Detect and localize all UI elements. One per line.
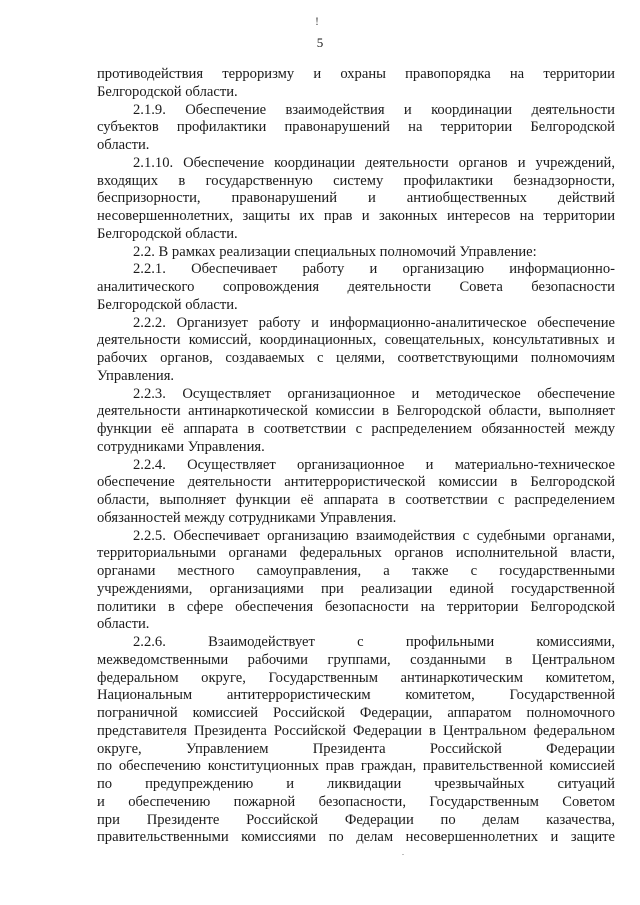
text-line: по предупреждению и ликвидации чрезвычайных ситуаций [97,776,615,792]
text-line: 2.2. В рамках реализации специальных полномочий Управление: [133,243,537,260]
text-line: противодействия терроризму и охраны правопорядка на территории [97,66,615,82]
text-line: деятельности антинаркотической комиссии в Белгородской области, выполняет [97,403,615,420]
text-line: беспризорности, правонарушений и антиобщественных действий [97,190,615,207]
text-line: области. [97,616,150,633]
text-line: 2.1.9. Обеспечение взаимодействия и координации деятельности [133,101,615,118]
text-line: округе, Управлением Президента Российской Федерации [97,740,615,757]
text-line: Белгородской области. [97,83,238,100]
text-line: территориальными органами федеральных органов исполнительной власти, [97,545,615,562]
body-text [97,66,615,847]
text-line: пограничной комиссией Российской Федерации, аппаратом полномочного [97,705,615,721]
page-number: 5 [316,35,324,50]
text-line: органами местного самоуправления, а также с государственными [97,563,615,579]
text-line: 2.2.4. Осуществляет организационное и материально-техническое [133,456,615,473]
bottom-mark: . [402,848,404,857]
text-line: сотрудниками Управления. [97,438,265,455]
text-line: Национальным антитеррористическим комитетом, Государственной [97,687,615,704]
text-line: субъектов профилактики правонарушений на территории Белгородской [97,119,615,136]
text-line: федеральном округе, Государственным антинаркотическим комитетом, [97,669,615,686]
text-line: 2.2.6. Взаимодействует с профильными комиссиями, [133,634,615,650]
text-line: области. [97,137,150,153]
text-line: 2.1.10. Обеспечение координации деятельности органов и учреждений, [133,154,615,171]
text-line: деятельности комиссий, координационных, совещательных, консультативных и [97,332,615,349]
text-line: аналитического сопровождения деятельности Совета безопасности [97,279,615,295]
text-line: 2.2.1. Обеспечивает работу и организацию информационно- [133,261,615,278]
text-line: 2.2.3. Осуществляет организационное и методическое обеспечение [133,385,615,402]
text-line: Управления. [97,367,175,384]
text-line: по обеспечению конституционных прав граждан, правительственной комиссией [97,758,615,775]
text-line: области, выполняет функции её аппарата в соответствии с распределением [97,492,615,508]
text-line: и обеспечению пожарной безопасности, Государственным Советом [97,793,615,810]
text-line: правительственными комиссиями по делам несовершеннолетних и защите [97,829,615,846]
text-line: учреждениями, организациями при реализации единой государственной [97,580,615,597]
text-line: при Президенте Российской Федерации по делам казачества, [97,811,615,828]
text-line: Белгородской области. [97,225,238,242]
text-line: представителя Президента Российской Федерации в Центральном федеральном [97,722,615,739]
top-mark: ! [315,14,319,28]
text-line: Белгородской области. [97,296,238,313]
text-line: обеспечение деятельности антитеррористической комиссии в Белгородской [97,474,615,491]
text-line: 2.2.5. Обеспечивает организацию взаимодействия с судебными органами, [133,527,615,544]
text-line: обязанностей между сотрудниками Управления. [97,509,397,526]
text-line: политики в сфере обеспечения безопасности на территории Белгородской [97,598,615,615]
text-line: 2.2.2. Организует работу и информационно-аналитическое обеспечение [133,314,615,331]
text-line: несовершеннолетних, защиты их прав и законных интересов на территории [97,208,615,224]
text-line: рабочих органов, создаваемых с целями, соответствующими полномочиям [97,350,615,366]
text-line: межведомственными рабочими группами, созданными в Центральном [97,651,615,668]
text-line: входящих в государственную систему профилактики безнадзорности, [97,172,615,189]
text-line: функции её аппарата в соответствии с распределением обязанностей между [97,421,615,437]
